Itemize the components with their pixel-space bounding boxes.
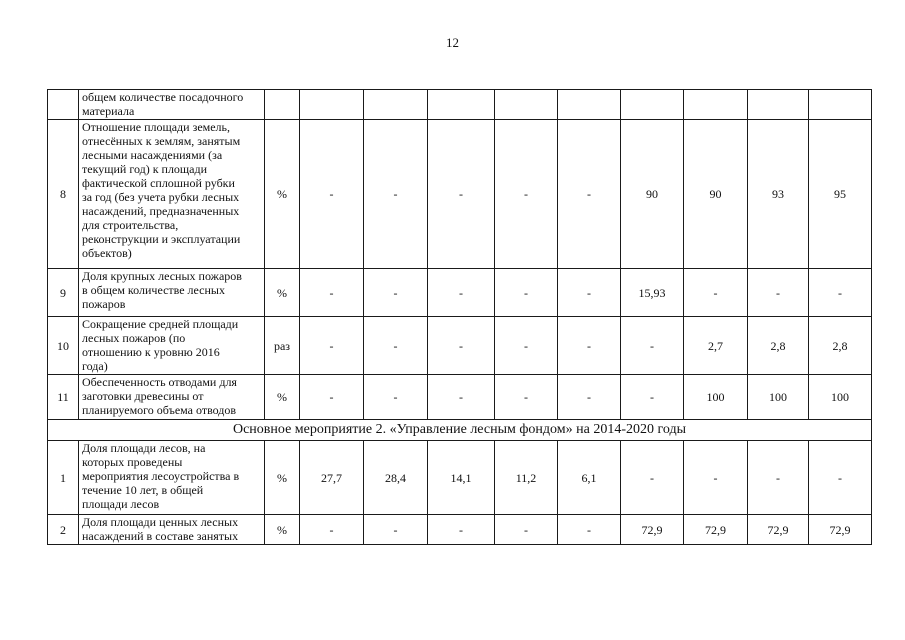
value-cell: - xyxy=(558,269,621,317)
value-cell: - xyxy=(364,269,428,317)
table-row xyxy=(48,269,872,317)
page-number: 12 xyxy=(446,35,459,50)
value-cell: 72,9 xyxy=(809,515,872,545)
unit-cell xyxy=(265,90,300,120)
value-cell: - xyxy=(428,375,495,420)
value-cell: - xyxy=(364,515,428,545)
value-cell: - xyxy=(748,441,809,515)
value-cell: - xyxy=(809,269,872,317)
value-cell: 93 xyxy=(748,120,809,269)
value-cell: - xyxy=(495,375,558,420)
value-cell xyxy=(428,90,495,120)
value-cell: - xyxy=(621,317,684,375)
value-cell: - xyxy=(300,317,364,375)
indicator-name xyxy=(79,120,265,269)
value-cell: - xyxy=(300,269,364,317)
value-cell: 72,9 xyxy=(748,515,809,545)
value-cell: - xyxy=(364,317,428,375)
indicator-name xyxy=(79,90,265,120)
value-cell: - xyxy=(558,317,621,375)
value-cell: 95 xyxy=(809,120,872,269)
value-cell: 15,93 xyxy=(621,269,684,317)
value-cell: 100 xyxy=(684,375,748,420)
value-cell: 72,9 xyxy=(621,515,684,545)
value-cell: - xyxy=(300,515,364,545)
indicator-name-text: Доля площади ценных лесных насаждений в составе занятых xyxy=(82,515,239,543)
unit-cell: % xyxy=(265,515,300,545)
value-cell: - xyxy=(495,515,558,545)
value-cell: - xyxy=(300,120,364,269)
unit-cell: % xyxy=(265,269,300,317)
table-row xyxy=(48,441,872,515)
indicator-name-text: Обеспеченность отводами для заготовки древесины от планируемого объема отводов xyxy=(82,375,237,417)
row-number: 2 xyxy=(48,515,79,545)
section-row xyxy=(48,420,872,441)
row-number: 8 xyxy=(48,120,79,269)
value-cell: 6,1 xyxy=(558,441,621,515)
value-cell xyxy=(558,90,621,120)
value-cell: 11,2 xyxy=(495,441,558,515)
indicator-name-text: Отношение площади земель, отнесённых к землям, занятым лесными насаждениями (за текущий год) к площади фактической сплошной рубки за год (без учета рубки лесных насаждений, предназначенных для строительства, реконструкции и эксплуатации объектов) xyxy=(82,120,241,260)
indicator-name xyxy=(79,317,265,375)
value-cell: - xyxy=(300,375,364,420)
value-cell: - xyxy=(748,269,809,317)
indicator-name xyxy=(79,375,265,420)
value-cell xyxy=(684,90,748,120)
value-cell: 14,1 xyxy=(428,441,495,515)
indicator-name-text: Доля площади лесов, на которых проведены мероприятия лесоустройства в течение 10 лет, в общей площади лесов xyxy=(82,441,240,511)
value-cell: 90 xyxy=(684,120,748,269)
value-cell: - xyxy=(495,269,558,317)
value-cell xyxy=(300,90,364,120)
value-cell xyxy=(495,90,558,120)
row-number: 11 xyxy=(48,375,79,420)
row-number: 9 xyxy=(48,269,79,317)
unit-cell: раз xyxy=(265,317,300,375)
value-cell: 27,7 xyxy=(300,441,364,515)
table-row xyxy=(48,90,872,120)
row-number: 10 xyxy=(48,317,79,375)
value-cell: 2,8 xyxy=(748,317,809,375)
value-cell: - xyxy=(809,441,872,515)
unit-cell: % xyxy=(265,375,300,420)
value-cell xyxy=(364,90,428,120)
value-cell: - xyxy=(684,269,748,317)
table-row xyxy=(48,317,872,375)
row-number: 1 xyxy=(48,441,79,515)
value-cell: 72,9 xyxy=(684,515,748,545)
indicator-name-text: Сокращение средней площади лесных пожаров (по отношению к уровню 2016 года) xyxy=(82,317,239,373)
indicators-table xyxy=(47,89,872,545)
value-cell: - xyxy=(621,441,684,515)
value-cell: - xyxy=(558,515,621,545)
value-cell xyxy=(809,90,872,120)
indicator-name xyxy=(79,269,265,317)
section-title: Основное мероприятие 2. «Управление лесным фондом» на 2014-2020 годы xyxy=(48,420,872,441)
indicator-name-text: Доля крупных лесных пожаров в общем количестве лесных пожаров xyxy=(82,269,242,311)
value-cell: - xyxy=(364,375,428,420)
value-cell: - xyxy=(428,515,495,545)
value-cell: - xyxy=(495,317,558,375)
value-cell: - xyxy=(621,375,684,420)
value-cell: 100 xyxy=(748,375,809,420)
table-row xyxy=(48,515,872,545)
value-cell: - xyxy=(684,441,748,515)
table-row xyxy=(48,120,872,269)
unit-cell: % xyxy=(265,120,300,269)
value-cell: - xyxy=(364,120,428,269)
value-cell xyxy=(621,90,684,120)
row-number xyxy=(48,90,79,120)
indicator-name-text: общем количестве посадочного материала xyxy=(82,90,244,118)
value-cell: - xyxy=(495,120,558,269)
value-cell: - xyxy=(558,120,621,269)
value-cell: - xyxy=(558,375,621,420)
value-cell: 2,7 xyxy=(684,317,748,375)
value-cell: - xyxy=(428,269,495,317)
value-cell: 2,8 xyxy=(809,317,872,375)
value-cell: 100 xyxy=(809,375,872,420)
value-cell: - xyxy=(428,317,495,375)
unit-cell: % xyxy=(265,441,300,515)
value-cell xyxy=(748,90,809,120)
value-cell: 28,4 xyxy=(364,441,428,515)
indicator-name xyxy=(79,515,265,545)
table-row xyxy=(48,375,872,420)
indicator-name xyxy=(79,441,265,515)
value-cell: - xyxy=(428,120,495,269)
value-cell: 90 xyxy=(621,120,684,269)
